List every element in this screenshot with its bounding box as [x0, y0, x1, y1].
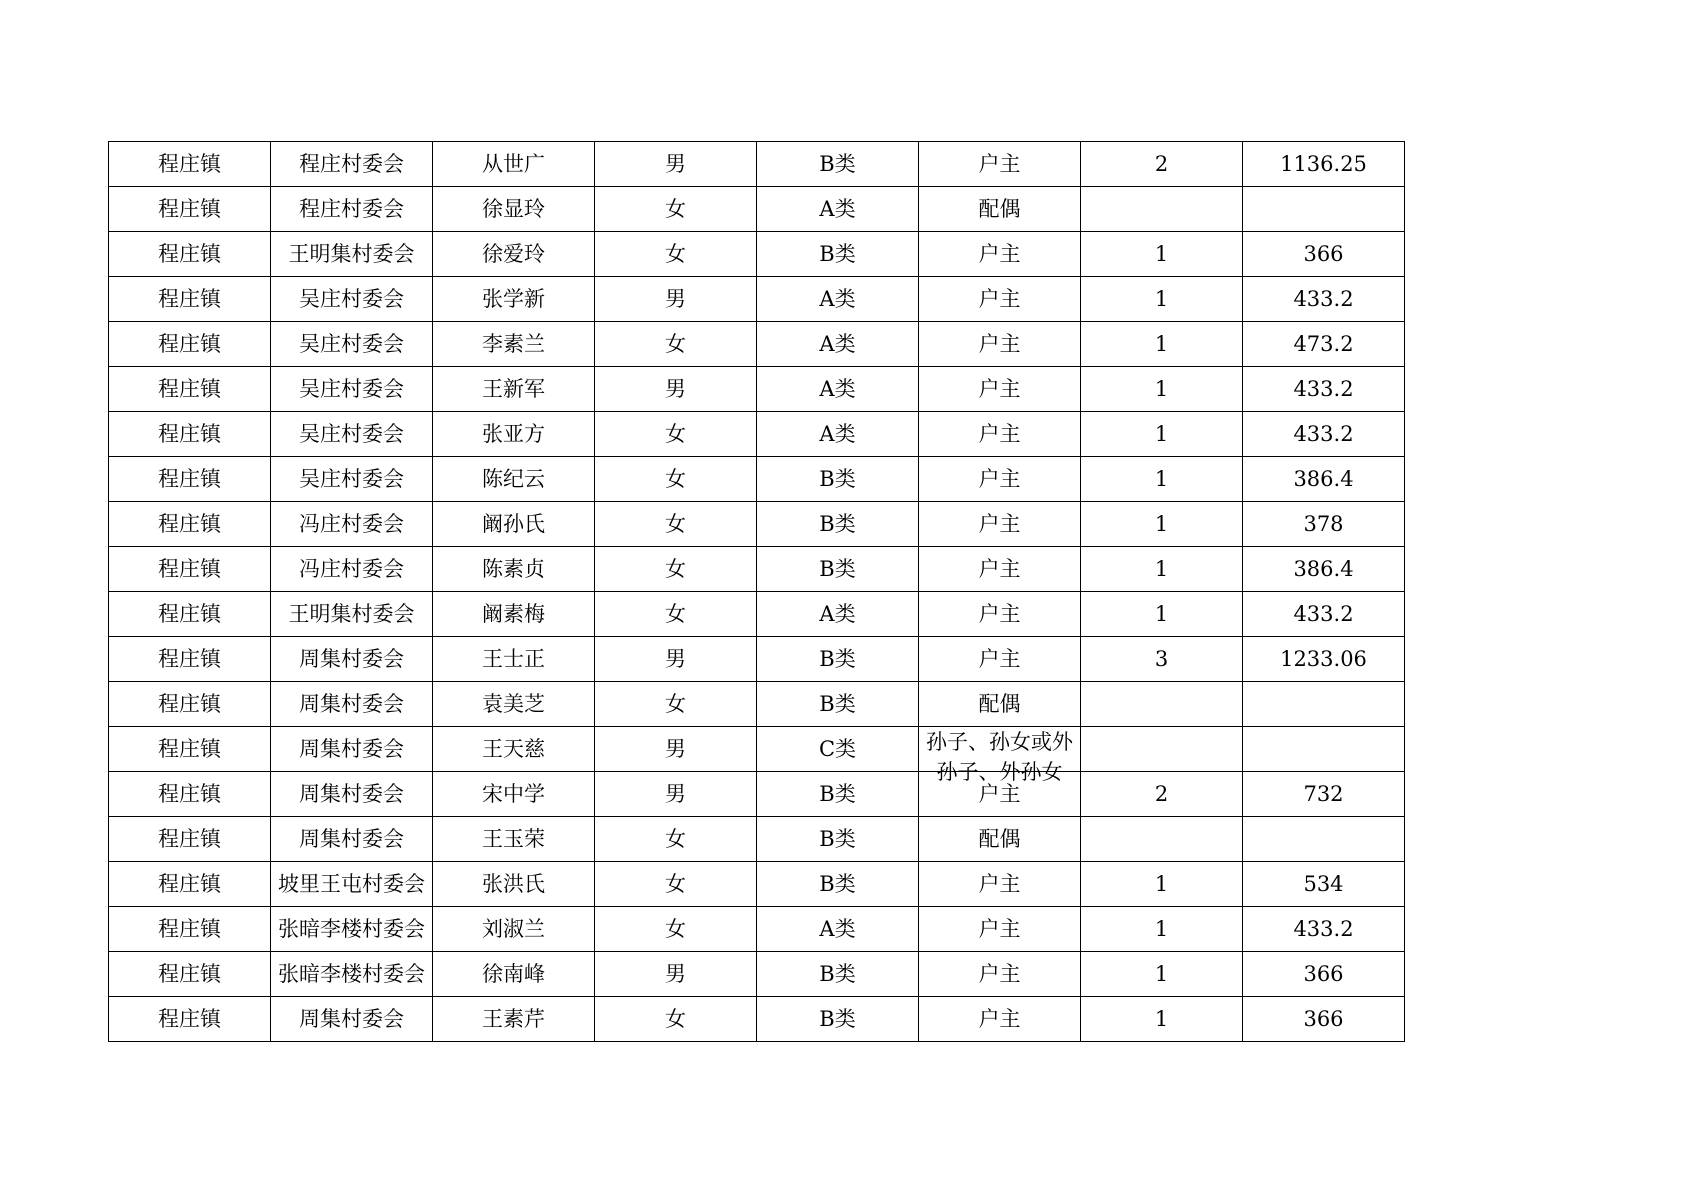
- cell-count: [1081, 682, 1243, 727]
- cell-category: B类: [757, 547, 919, 592]
- cell-name: 陈素贞: [433, 547, 595, 592]
- cell-count: 1: [1081, 322, 1243, 367]
- cell-amount: 366: [1243, 952, 1405, 997]
- cell-relation: 户主: [919, 772, 1081, 817]
- cell-village: 王明集村委会: [271, 592, 433, 637]
- cell-village: 张暗李楼村委会: [271, 952, 433, 997]
- table-row: [109, 412, 1405, 457]
- cell-count: 1: [1081, 592, 1243, 637]
- cell-count: 1: [1081, 277, 1243, 322]
- table-row: [109, 322, 1405, 367]
- cell-category: A类: [757, 277, 919, 322]
- table-row: [109, 817, 1405, 862]
- cell-village: 周集村委会: [271, 727, 433, 772]
- cell-category: A类: [757, 187, 919, 232]
- cell-category: B类: [757, 457, 919, 502]
- cell-village: 周集村委会: [271, 637, 433, 682]
- cell-count: 2: [1081, 142, 1243, 187]
- table-row: [109, 367, 1405, 412]
- cell-name: 宋中学: [433, 772, 595, 817]
- cell-gender: 女: [595, 862, 757, 907]
- cell-amount: 473.2: [1243, 322, 1405, 367]
- cell-count: 1: [1081, 502, 1243, 547]
- cell-amount: 386.4: [1243, 547, 1405, 592]
- cell-name: 张洪氏: [433, 862, 595, 907]
- cell-category: B类: [757, 997, 919, 1042]
- cell-amount: 433.2: [1243, 907, 1405, 952]
- cell-relation: 配偶: [919, 817, 1081, 862]
- table-row: [109, 547, 1405, 592]
- cell-gender: 女: [595, 907, 757, 952]
- table-row: [109, 862, 1405, 907]
- cell-village: 周集村委会: [271, 997, 433, 1042]
- cell-village: 周集村委会: [271, 772, 433, 817]
- table-row: [109, 907, 1405, 952]
- cell-gender: 女: [595, 502, 757, 547]
- cell-name: 徐显玲: [433, 187, 595, 232]
- cell-relation: 户主: [919, 592, 1081, 637]
- table-row: [109, 277, 1405, 322]
- cell-town: 程庄镇: [109, 682, 271, 727]
- cell-name: 王天慈: [433, 727, 595, 772]
- cell-gender: 女: [595, 457, 757, 502]
- cell-category: B类: [757, 682, 919, 727]
- cell-town: 程庄镇: [109, 772, 271, 817]
- cell-gender: 女: [595, 187, 757, 232]
- cell-town: 程庄镇: [109, 142, 271, 187]
- cell-village: 周集村委会: [271, 682, 433, 727]
- cell-gender: 男: [595, 142, 757, 187]
- cell-gender: 男: [595, 367, 757, 412]
- table-row: [109, 727, 1405, 772]
- cell-name: 王玉荣: [433, 817, 595, 862]
- cell-town: 程庄镇: [109, 907, 271, 952]
- cell-village: 坡里王屯村委会: [271, 862, 433, 907]
- cell-name: 袁美芝: [433, 682, 595, 727]
- cell-relation: 户主: [919, 997, 1081, 1042]
- cell-name: 徐爱玲: [433, 232, 595, 277]
- cell-amount: 366: [1243, 997, 1405, 1042]
- cell-town: 程庄镇: [109, 367, 271, 412]
- cell-village: 吴庄村委会: [271, 367, 433, 412]
- cell-amount: 378: [1243, 502, 1405, 547]
- cell-village: 周集村委会: [271, 817, 433, 862]
- cell-village: 程庄村委会: [271, 187, 433, 232]
- table-row: [109, 187, 1405, 232]
- cell-town: 程庄镇: [109, 277, 271, 322]
- cell-village: 吴庄村委会: [271, 412, 433, 457]
- table-row: [109, 952, 1405, 997]
- cell-name: 李素兰: [433, 322, 595, 367]
- cell-gender: 女: [595, 322, 757, 367]
- cell-gender: 女: [595, 997, 757, 1042]
- cell-town: 程庄镇: [109, 637, 271, 682]
- cell-gender: 女: [595, 547, 757, 592]
- cell-village: 吴庄村委会: [271, 457, 433, 502]
- cell-amount: 366: [1243, 232, 1405, 277]
- cell-relation: 户主: [919, 547, 1081, 592]
- cell-amount: 386.4: [1243, 457, 1405, 502]
- cell-name: 陈纪云: [433, 457, 595, 502]
- cell-category: B类: [757, 142, 919, 187]
- cell-town: 程庄镇: [109, 187, 271, 232]
- cell-count: 1: [1081, 412, 1243, 457]
- cell-village: 程庄村委会: [271, 142, 433, 187]
- cell-relation: 户主: [919, 907, 1081, 952]
- beneficiary-table: [108, 141, 1405, 1042]
- cell-town: 程庄镇: [109, 997, 271, 1042]
- cell-category: A类: [757, 412, 919, 457]
- table-row: [109, 232, 1405, 277]
- cell-gender: 女: [595, 592, 757, 637]
- cell-gender: 女: [595, 682, 757, 727]
- cell-amount: [1243, 817, 1405, 862]
- table-row: [109, 457, 1405, 502]
- cell-name: 张学新: [433, 277, 595, 322]
- table-row: [109, 592, 1405, 637]
- cell-relation: 配偶: [919, 187, 1081, 232]
- cell-relation: 户主: [919, 637, 1081, 682]
- cell-village: 冯庄村委会: [271, 547, 433, 592]
- cell-amount: [1243, 682, 1405, 727]
- cell-village: 冯庄村委会: [271, 502, 433, 547]
- cell-amount: 534: [1243, 862, 1405, 907]
- cell-amount: 433.2: [1243, 412, 1405, 457]
- cell-name: 阚孙氏: [433, 502, 595, 547]
- cell-amount: 433.2: [1243, 592, 1405, 637]
- cell-relation: 户主: [919, 277, 1081, 322]
- cell-relation: 户主: [919, 367, 1081, 412]
- cell-relation: 户主: [919, 412, 1081, 457]
- cell-name: 阚素梅: [433, 592, 595, 637]
- cell-relation: 配偶: [919, 682, 1081, 727]
- cell-town: 程庄镇: [109, 322, 271, 367]
- cell-town: 程庄镇: [109, 952, 271, 997]
- cell-gender: 男: [595, 727, 757, 772]
- cell-relation: 户主: [919, 502, 1081, 547]
- cell-name: 张亚方: [433, 412, 595, 457]
- cell-village: 吴庄村委会: [271, 277, 433, 322]
- cell-category: B类: [757, 502, 919, 547]
- cell-gender: 男: [595, 637, 757, 682]
- cell-category: B类: [757, 232, 919, 277]
- cell-gender: 女: [595, 412, 757, 457]
- cell-count: [1081, 727, 1243, 772]
- cell-amount: 433.2: [1243, 367, 1405, 412]
- cell-village: 张暗李楼村委会: [271, 907, 433, 952]
- cell-village: 吴庄村委会: [271, 322, 433, 367]
- cell-relation: 户主: [919, 322, 1081, 367]
- cell-town: 程庄镇: [109, 232, 271, 277]
- table-row: [109, 682, 1405, 727]
- cell-count: 1: [1081, 907, 1243, 952]
- cell-town: 程庄镇: [109, 727, 271, 772]
- cell-count: [1081, 817, 1243, 862]
- cell-name: 徐南峰: [433, 952, 595, 997]
- cell-amount: 732: [1243, 772, 1405, 817]
- cell-category: A类: [757, 322, 919, 367]
- cell-category: B类: [757, 952, 919, 997]
- cell-amount: [1243, 727, 1405, 772]
- cell-count: 1: [1081, 997, 1243, 1042]
- cell-count: 1: [1081, 547, 1243, 592]
- cell-amount: 1136.25: [1243, 142, 1405, 187]
- cell-count: 3: [1081, 637, 1243, 682]
- cell-relation: [919, 727, 1081, 784]
- cell-category: B类: [757, 817, 919, 862]
- cell-gender: 女: [595, 232, 757, 277]
- cell-name: 刘淑兰: [433, 907, 595, 952]
- cell-town: 程庄镇: [109, 592, 271, 637]
- cell-amount: 1233.06: [1243, 637, 1405, 682]
- cell-town: 程庄镇: [109, 817, 271, 862]
- cell-relation: 户主: [919, 952, 1081, 997]
- cell-town: 程庄镇: [109, 412, 271, 457]
- cell-town: 程庄镇: [109, 862, 271, 907]
- cell-category: B类: [757, 862, 919, 907]
- cell-relation: 户主: [919, 232, 1081, 277]
- cell-village: 王明集村委会: [271, 232, 433, 277]
- table-row: [109, 637, 1405, 682]
- cell-relation: 户主: [919, 862, 1081, 907]
- cell-category: A类: [757, 367, 919, 412]
- cell-category: A类: [757, 907, 919, 952]
- cell-count: 2: [1081, 772, 1243, 817]
- cell-name: 王新军: [433, 367, 595, 412]
- cell-count: 1: [1081, 952, 1243, 997]
- table-body: [109, 142, 1405, 1042]
- cell-category: B类: [757, 637, 919, 682]
- cell-name: 王士正: [433, 637, 595, 682]
- cell-count: 1: [1081, 367, 1243, 412]
- table-row: [109, 502, 1405, 547]
- cell-name: 王素芹: [433, 997, 595, 1042]
- cell-count: 1: [1081, 862, 1243, 907]
- cell-town: 程庄镇: [109, 547, 271, 592]
- cell-name: 从世广: [433, 142, 595, 187]
- cell-amount: 433.2: [1243, 277, 1405, 322]
- cell-count: 1: [1081, 232, 1243, 277]
- cell-gender: 男: [595, 952, 757, 997]
- cell-town: 程庄镇: [109, 502, 271, 547]
- cell-gender: 男: [595, 277, 757, 322]
- cell-count: [1081, 187, 1243, 232]
- cell-count: 1: [1081, 457, 1243, 502]
- cell-category: A类: [757, 592, 919, 637]
- table-row: [109, 997, 1405, 1042]
- cell-amount: [1243, 187, 1405, 232]
- table-row: [109, 142, 1405, 187]
- cell-category: B类: [757, 772, 919, 817]
- cell-gender: 男: [595, 772, 757, 817]
- table-row: [109, 772, 1405, 817]
- cell-gender: 女: [595, 817, 757, 862]
- cell-relation: 户主: [919, 142, 1081, 187]
- cell-category: C类: [757, 727, 919, 772]
- cell-relation: 户主: [919, 457, 1081, 502]
- cell-town: 程庄镇: [109, 457, 271, 502]
- cell-relation-text: 孙子、孙女或外孙子、外孙女: [926, 730, 1073, 784]
